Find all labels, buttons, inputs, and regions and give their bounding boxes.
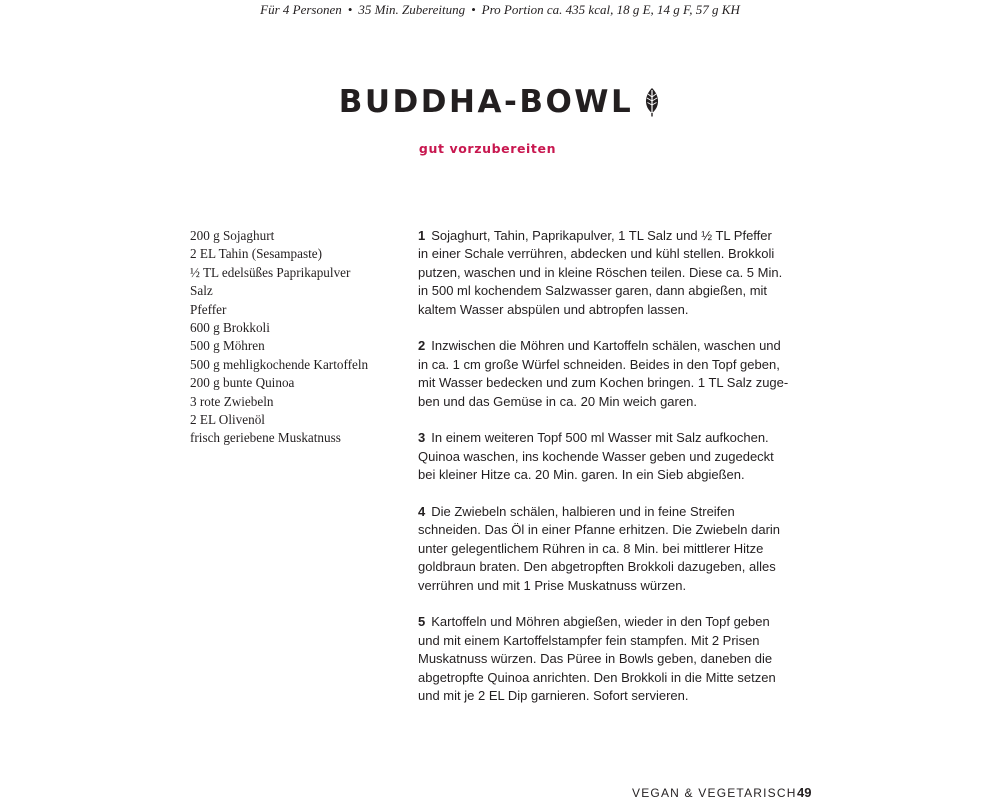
step-text-line: schneiden. Das Öl in einer Pfanne erhitzen. Die Zwiebeln darin: [418, 522, 781, 538]
step-number: 1: [418, 228, 426, 243]
recipe-meta: [0, 2, 1000, 18]
ingredient-item: 200 g Sojaghurt: [190, 228, 275, 243]
step-text-line: bei kleiner Hitze ca. 20 Min. garen. In ein Sieb abgießen.: [418, 467, 745, 483]
step-5: [418, 613, 793, 705]
step-number: 4: [418, 504, 426, 520]
step-text-line: kaltem Wasser abspülen und abtropfen lassen.: [418, 301, 689, 317]
step-number: 2: [418, 338, 426, 354]
time-text: 35 Min. Zubereitung: [358, 2, 466, 17]
ingredient-item: frisch geriebene Muskatnuss: [190, 430, 341, 446]
ingredient-item: 2 EL Olivenöl: [190, 412, 265, 428]
step-text-line: ben und das Gemüse in ca. 20 Min weich garen.: [418, 393, 697, 409]
step-4: [418, 503, 793, 595]
recipe-title: BUDDHA-BOWL: [338, 84, 634, 120]
nutrition-text: Pro Portion ca. 435 kcal, 18 g E, 14 g F, 57 g KH: [481, 2, 740, 17]
separator: •: [347, 2, 353, 17]
page-number: 49: [797, 785, 812, 800]
section-name: VEGAN & VEGETARISCH: [632, 786, 797, 800]
step-number: 5: [418, 614, 426, 630]
step-text-line: in ca. 1 cm große Würfel schneiden. Beides in den Topf geben,: [418, 356, 780, 372]
ingredient-item: Salz: [190, 283, 213, 299]
step-text-line: Kartoffeln und Möhren abgießen, wieder in den Topf geben: [431, 614, 770, 630]
step-number: 3: [418, 430, 426, 446]
step-1: [418, 227, 793, 319]
step-text-line: und mit einem Kartoffelstampfer fein stampfen. Mit 2 Prisen: [418, 632, 760, 648]
separator: •: [471, 2, 476, 17]
step-text-line: Sojaghurt, Tahin, Paprikapulver, 1 TL Salz und ½ TL Pfeffer: [431, 228, 772, 243]
ingredient-item: ½ TL edelsüßes Paprikapulver: [190, 264, 351, 280]
ingredient-item: 3 rote Zwiebeln: [190, 393, 274, 409]
ingredient-item: 500 g mehligkochende Kartoffeln: [190, 356, 369, 372]
step-text-line: goldbraun braten. Den abgetropften Brokkoli dazugeben, alles: [418, 559, 776, 575]
step-text-line: unter gelegentlichem Rühren in ca. 8 Min. bei mittlerer Hitze: [418, 540, 764, 556]
ingredient-item: 500 g Möhren: [190, 338, 265, 354]
step-text-line: verrühren und mit 1 Prise Muskatnuss würzen.: [418, 577, 687, 593]
instruction-steps: [418, 227, 793, 724]
ingredient-list: [190, 227, 400, 448]
step-text-line: putzen, waschen und in kleine Röschen teilen. Diese ca. 5 Min.: [418, 264, 783, 280]
ingredient-item: 200 g bunte Quinoa: [190, 375, 295, 391]
step-3: [418, 429, 793, 484]
leaf-icon: [643, 87, 661, 117]
step-text-line: in einer Schale verrühren, abdecken und kühl stellen. Brokkoli: [418, 246, 775, 262]
step-text-line: in 500 ml kochendem Salzwasser garen, dann abgießen, mit: [418, 283, 768, 299]
step-text-line: und mit je 2 EL Dip garnieren. Sofort servieren.: [418, 688, 689, 704]
ingredient-item: Pfeffer: [190, 301, 227, 317]
step-text-line: Quinoa waschen, ins kochende Wasser geben und zugedeckt: [418, 448, 774, 464]
title-row: [0, 84, 1000, 120]
step-text-line: In einem weiteren Topf 500 ml Wasser mit Salz aufkochen.: [431, 430, 769, 446]
servings-text: Für 4 Personen: [260, 2, 342, 17]
ingredient-item: 600 g Brokkoli: [190, 320, 270, 336]
step-text-line: abgetropfte Quinoa anrichten. Den Brokkoli in die Mitte setzen: [418, 669, 776, 685]
step-text-line: mit Wasser bedecken und zum Kochen bringen. 1 TL Salz zuge-: [418, 375, 789, 391]
recipe-tag: gut vorzubereiten: [418, 141, 557, 156]
step-text-line: Die Zwiebeln schälen, halbieren und in feine Streifen: [431, 504, 735, 520]
step-text-line: Muskatnuss würzen. Das Püree in Bowls geben, daneben die: [418, 651, 773, 667]
step-text-line: Inzwischen die Möhren und Kartoffeln schälen, waschen und: [431, 338, 781, 354]
step-2: [418, 337, 793, 411]
ingredient-item: 2 EL Tahin (Sesampaste): [190, 246, 323, 262]
